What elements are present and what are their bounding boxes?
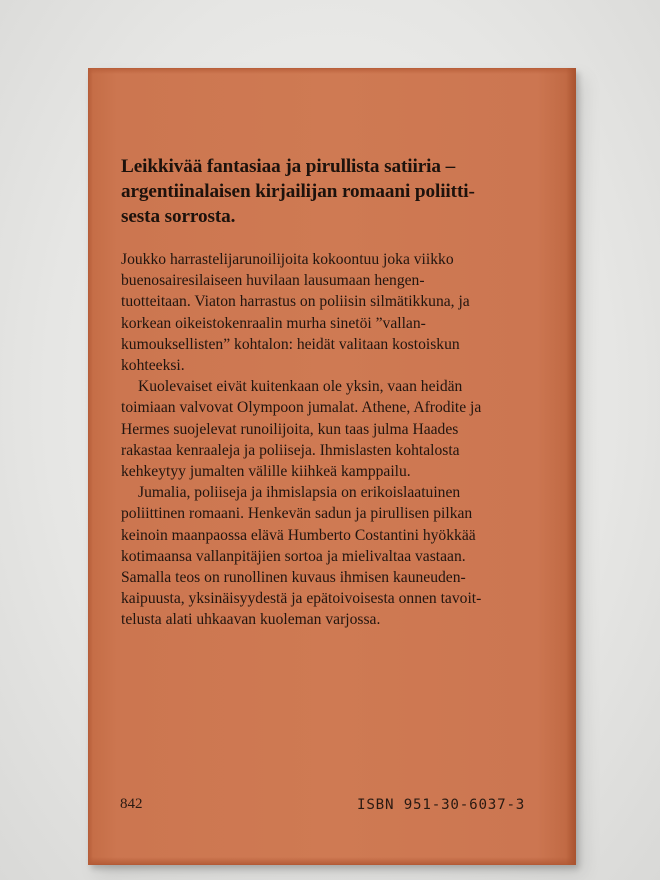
paragraph-2-line: Kuolevaiset eivät kuitenkaan ole yksin, vaan heidän <box>138 378 463 396</box>
cover-right-edge <box>566 68 576 865</box>
paragraph-1-line: tuotteitaan. Viaton harrastus on poliisin silmätikkuna, ja <box>121 293 470 311</box>
paragraph-3-line: keinoin maanpaossa elävä Humberto Costantini hyökkää <box>121 526 476 544</box>
paragraph-1-line: korkean oikeistokenraalin murha sinetöi ”vallan- <box>121 314 426 332</box>
paragraph-3-line: telusta alati uhkaavan kuoleman varjossa. <box>121 611 381 629</box>
paragraph-1-line: kohteeksi. <box>121 357 185 375</box>
cover-top-edge <box>88 68 576 74</box>
blurb-body <box>121 249 541 631</box>
paragraph-1-line: Joukko harrastelijarunoilijoita kokoontuu joka viikko <box>121 251 454 268</box>
headline-line: Leikkivää fantasiaa ja pirullista satiiria – <box>121 156 456 177</box>
headline-line: sesta sorrosta. <box>121 206 236 227</box>
paragraph-2-line: kehkeytyy jumalten välille kiihkeä kamppailu. <box>121 463 411 481</box>
paragraph-3-line: kaipuusta, yksinäisyydestä ja epätoivoisesta onnen tavoit- <box>121 590 482 608</box>
paragraph-1-line: kumouksellisten” kohtalon: heidät valitaan kostoiskun <box>121 335 460 353</box>
paragraph-2-line: rakastaa kenraaleja ja poliiseja. Ihmislasten kohtalosta <box>121 441 460 459</box>
cover-bottom-edge <box>88 857 576 865</box>
paragraph-3-line: kotimaansa vallanpitäjien sortoa ja mielivaltaa vastaan. <box>121 547 466 565</box>
paragraph-3-line: Samalla teos on runollinen kuvaus ihmisen kauneuden- <box>121 569 466 587</box>
paragraph-1-line: buenosairesilaiseen huvilaan lausumaan hengen- <box>121 272 425 290</box>
page-count: 842 <box>120 796 143 812</box>
blurb-headline <box>121 154 541 229</box>
isbn-code: ISBN 951-30-6037-3 <box>357 797 526 813</box>
paragraph-2-line: Hermes suojelevat runoilijoita, kun taas julma Haades <box>121 420 459 438</box>
paragraph-3-line: Jumalia, poliiseja ja ihmislapsia on erikoislaatuinen <box>138 484 461 502</box>
paragraph-2-line: toimiaan valvovat Olympoon jumalat. Athene, Afrodite ja <box>121 399 482 417</box>
paragraph-3-line: poliittinen romaani. Henkevän sadun ja pirullisen pilkan <box>121 505 473 523</box>
cover-left-edge <box>88 68 93 865</box>
headline-line: argentiinalaisen kirjailijan romaani poliitti- <box>121 181 475 202</box>
